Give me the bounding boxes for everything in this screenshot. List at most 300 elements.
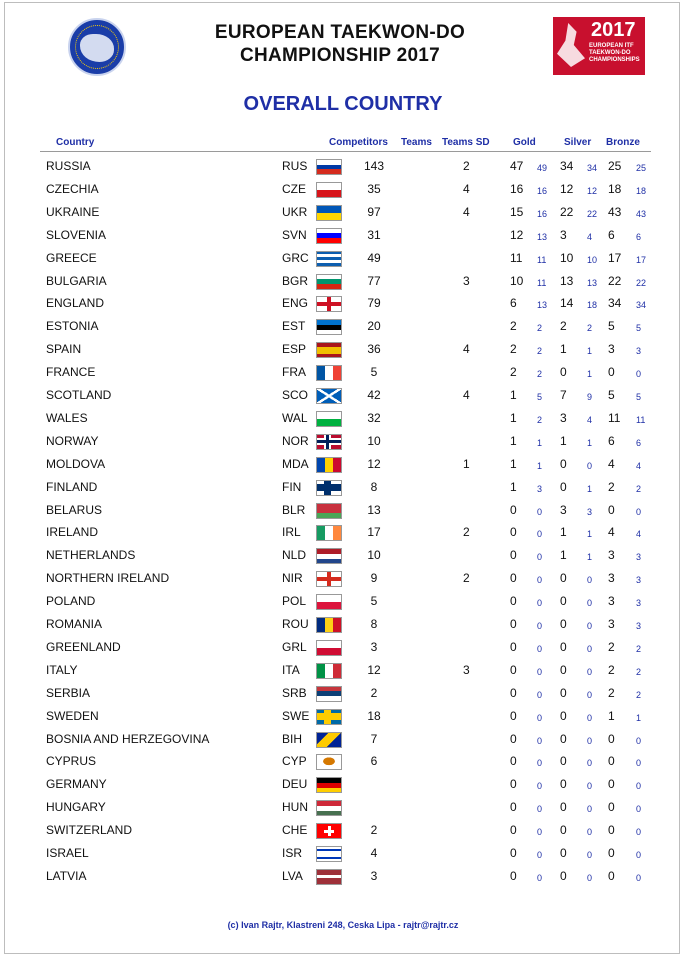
country-name: NETHERLANDS: [46, 548, 136, 563]
flag-icon: [316, 754, 342, 770]
competitors-count: 31: [367, 227, 381, 242]
flag-icon: [316, 457, 342, 473]
silver-count: 1: [560, 342, 567, 357]
silver-count: 2: [560, 319, 567, 334]
bronze-count: 3: [608, 617, 615, 631]
teams-count: 4: [463, 342, 470, 357]
silver-count: 0: [560, 800, 567, 815]
bronze-subtotal: 2: [636, 643, 642, 654]
gold-subtotal: 13: [537, 231, 548, 242]
silver-subtotal: 0: [587, 621, 593, 631]
competitors-count: 2: [370, 685, 378, 700]
competitors-count: 32: [367, 410, 381, 425]
table-row: [0, 247, 686, 270]
gold-count: 0: [510, 800, 517, 815]
silver-subtotal: 0: [587, 643, 593, 654]
bronze-subtotal: 6: [636, 437, 642, 448]
flag-icon: [316, 228, 342, 244]
country-name: WALES: [46, 410, 88, 425]
page-title-line1: EUROPEAN TAEKWON-DO: [214, 22, 466, 43]
table-row: [0, 407, 686, 430]
silver-subtotal: 9: [587, 392, 593, 402]
country-name: ENGLAND: [46, 296, 105, 311]
bronze-subtotal: 17: [636, 254, 647, 265]
country-code: CZE: [282, 181, 306, 196]
bronze-subtotal: 5: [636, 323, 642, 334]
silver-subtotal: 0: [587, 460, 593, 471]
country-code: RUS: [282, 159, 308, 173]
country-code: CHE: [282, 823, 308, 838]
country-name: NORWAY: [46, 433, 99, 448]
country-code: IRL: [282, 525, 301, 540]
table-row: [0, 453, 686, 476]
gold-subtotal: 1: [537, 437, 543, 448]
bronze-count: 43: [608, 204, 622, 219]
country-name: ISRAEL: [46, 846, 89, 860]
table-row: [0, 773, 686, 796]
bronze-count: 0: [608, 731, 615, 746]
teams-count: 2: [463, 525, 470, 540]
gold-count: 0: [510, 548, 517, 563]
silver-subtotal: 18: [587, 300, 598, 311]
bronze-count: 2: [608, 662, 615, 677]
bronze-subtotal: 0: [636, 850, 642, 860]
country-code: SWE: [282, 708, 310, 723]
flag-icon: [316, 709, 342, 725]
competitors-count: 18: [367, 708, 381, 723]
gold-subtotal: 2: [537, 414, 543, 425]
bronze-subtotal: 3: [636, 575, 642, 586]
bronze-subtotal: 18: [636, 185, 647, 196]
gold-subtotal: 0: [537, 735, 543, 746]
competitors-count: 10: [367, 433, 381, 448]
table-row: [0, 476, 686, 499]
country-code: HUN: [282, 800, 308, 815]
gold-subtotal: 2: [537, 346, 543, 357]
country-name: BULGARIA: [46, 273, 107, 288]
bronze-subtotal: 11: [636, 414, 646, 425]
teams-count: 4: [463, 204, 470, 219]
gold-count: 0: [510, 754, 517, 769]
table-row: [0, 567, 686, 590]
flag-icon: [316, 503, 342, 519]
gold-count: 2: [510, 342, 517, 357]
gold-count: 2: [510, 319, 517, 334]
country-code: NOR: [282, 433, 309, 448]
bronze-subtotal: 6: [636, 231, 642, 242]
silver-subtotal: 0: [587, 575, 593, 586]
silver-subtotal: 2: [587, 323, 593, 334]
country-code: ISR: [282, 846, 303, 860]
gold-count: 1: [510, 433, 517, 448]
silver-count: 1: [560, 433, 567, 448]
flag-icon: [316, 548, 342, 564]
table-row: [0, 430, 686, 453]
bronze-subtotal: 0: [636, 506, 642, 517]
gold-subtotal: 0: [537, 781, 543, 792]
flag-icon: [316, 434, 342, 450]
silver-subtotal: 0: [587, 712, 593, 723]
country-name: IRELAND: [46, 525, 99, 540]
silver-subtotal: 12: [587, 185, 598, 196]
silver-count: 13: [560, 273, 574, 288]
competitors-count: 2: [370, 823, 378, 838]
silver-subtotal: 0: [587, 758, 593, 769]
bronze-subtotal: 25: [636, 163, 647, 173]
bronze-subtotal: 3: [636, 346, 642, 357]
country-name: FRANCE: [46, 365, 96, 380]
competitors-count: 8: [370, 617, 378, 631]
silver-subtotal: 0: [587, 781, 593, 792]
silver-count: 3: [560, 410, 567, 425]
bronze-subtotal: 0: [636, 758, 642, 769]
silver-count: 7: [560, 388, 567, 402]
country-code: SVN: [282, 227, 307, 242]
silver-count: 0: [560, 479, 567, 494]
gold-count: 0: [510, 868, 517, 883]
bronze-subtotal: 5: [636, 392, 642, 402]
silver-count: 12: [560, 181, 574, 196]
bronze-subtotal: 4: [636, 460, 642, 471]
silver-subtotal: 0: [587, 735, 593, 746]
bronze-subtotal: 1: [636, 712, 642, 723]
silver-subtotal: 22: [587, 208, 598, 219]
silver-count: 0: [560, 685, 567, 700]
competitors-count: 3: [370, 868, 378, 883]
bronze-count: 22: [608, 273, 622, 288]
table-row: [0, 659, 686, 682]
footer-copyright: (c) Ivan Rajtr, Klastreni 248, Ceska Lipa - rajtr@rajtr.cz: [227, 920, 459, 930]
silver-count: 0: [560, 662, 567, 677]
gold-subtotal: 0: [537, 872, 543, 883]
gold-subtotal: 0: [537, 850, 543, 860]
gold-count: 0: [510, 708, 517, 723]
competitors-count: 9: [370, 571, 378, 586]
bronze-subtotal: 0: [636, 369, 642, 380]
table-row: [0, 842, 686, 865]
teams-count: 2: [463, 159, 470, 173]
bronze-count: 25: [608, 159, 622, 173]
logo-caption: EUROPEAN ITF TAEKWON-DO CHAMPIONSHIPS: [589, 43, 640, 63]
bronze-count: 2: [608, 479, 615, 494]
bronze-subtotal: 0: [636, 735, 642, 746]
silver-subtotal: 1: [587, 483, 593, 494]
table-row: [0, 728, 686, 751]
table-row: [0, 384, 686, 407]
table-row: [0, 201, 686, 224]
gold-count: 0: [510, 685, 517, 700]
silver-subtotal: 0: [587, 872, 593, 883]
bronze-subtotal: 0: [636, 804, 642, 815]
silver-count: 0: [560, 571, 567, 586]
gold-subtotal: 0: [537, 575, 543, 586]
competitors-count: 77: [367, 273, 381, 288]
silver-subtotal: 0: [587, 666, 593, 677]
competitors-count: 7: [370, 731, 378, 746]
bronze-count: 0: [608, 868, 615, 883]
gold-subtotal: 0: [537, 712, 543, 723]
competitors-count: 5: [370, 365, 378, 380]
bronze-subtotal: 3: [636, 552, 642, 563]
bronze-count: 3: [608, 594, 615, 609]
silver-subtotal: 1: [587, 529, 593, 540]
silver-count: 1: [560, 525, 567, 540]
gold-subtotal: 13: [537, 300, 548, 311]
bronze-count: 0: [608, 823, 615, 838]
flag-icon: [316, 205, 342, 221]
silver-count: 0: [560, 754, 567, 769]
competitors-count: 35: [367, 181, 381, 196]
silver-subtotal: 0: [587, 850, 593, 860]
bronze-count: 17: [608, 250, 622, 265]
competitors-count: 13: [367, 502, 381, 517]
country-code: ITA: [282, 662, 300, 677]
country-code: DEU: [282, 777, 308, 792]
bronze-subtotal: 2: [636, 483, 642, 494]
table-row: [0, 338, 686, 361]
gold-subtotal: 2: [537, 323, 543, 334]
flag-icon: [316, 342, 342, 358]
table-row: [0, 361, 686, 384]
gold-count: 1: [510, 456, 517, 471]
silver-subtotal: 3: [587, 506, 593, 517]
flag-icon: [316, 274, 342, 290]
gold-count: 0: [510, 662, 517, 677]
flag-icon: [316, 800, 342, 816]
gold-subtotal: 0: [537, 529, 543, 540]
competitors-count: 6: [370, 754, 378, 769]
silver-subtotal: 0: [587, 598, 593, 609]
country-code: FIN: [282, 479, 302, 494]
gold-subtotal: 2: [537, 369, 543, 380]
gold-subtotal: 0: [537, 689, 543, 700]
country-name: BELARUS: [46, 502, 103, 517]
gold-count: 0: [510, 823, 517, 838]
silver-count: 0: [560, 731, 567, 746]
silver-count: 0: [560, 594, 567, 609]
country-code: BGR: [282, 273, 309, 288]
silver-count: 3: [560, 227, 567, 242]
gold-subtotal: 16: [537, 185, 548, 196]
country-name: NORTHERN IRELAND: [46, 571, 170, 586]
silver-count: 0: [560, 846, 567, 860]
table-row: [0, 178, 686, 201]
header-divider: [40, 151, 651, 152]
gold-count: 0: [510, 846, 517, 860]
silver-subtotal: 0: [587, 827, 593, 838]
table-row: [0, 292, 686, 315]
competitors-count: 5: [370, 594, 378, 609]
bird-icon: [557, 23, 585, 67]
country-name: POLAND: [46, 594, 96, 609]
col-header-gold: Gold: [513, 137, 536, 148]
flag-icon: [316, 663, 342, 679]
flag-icon: [316, 251, 342, 267]
country-name: ROMANIA: [46, 617, 103, 631]
bronze-count: 18: [608, 181, 622, 196]
table-row: [0, 819, 686, 842]
country-code: FRA: [282, 365, 306, 380]
competitors-count: 42: [367, 388, 381, 402]
table-row: [0, 499, 686, 522]
table-row: [0, 636, 686, 659]
country-code: ROU: [282, 617, 309, 631]
bronze-count: 3: [608, 342, 615, 357]
gold-subtotal: 0: [537, 666, 543, 677]
competitors-count: 12: [367, 456, 381, 471]
country-name: HUNGARY: [46, 800, 106, 815]
flag-icon: [316, 480, 342, 496]
competitors-count: 4: [370, 846, 378, 860]
country-code: NIR: [282, 571, 303, 586]
table-row: [0, 750, 686, 773]
flag-icon: [316, 525, 342, 541]
flag-icon: [316, 846, 342, 862]
table-row: [0, 270, 686, 293]
bronze-subtotal: 4: [636, 529, 642, 540]
table-row: [0, 590, 686, 613]
gold-count: 16: [510, 181, 524, 196]
country-code: POL: [282, 594, 307, 609]
silver-count: 0: [560, 823, 567, 838]
table-row: [0, 521, 686, 544]
competitors-count: 97: [367, 204, 381, 219]
col-header-competitors: Competitors: [329, 137, 388, 148]
gold-subtotal: 0: [537, 804, 543, 815]
table-row: [0, 865, 686, 888]
flag-icon: [316, 732, 342, 748]
country-code: BLR: [282, 502, 306, 517]
gold-count: 10: [510, 273, 524, 288]
bronze-count: 0: [608, 800, 615, 815]
gold-count: 0: [510, 571, 517, 586]
country-name: SWITZERLAND: [46, 823, 133, 838]
country-name: ESTONIA: [46, 319, 99, 334]
silver-count: 0: [560, 639, 567, 654]
gold-count: 0: [510, 617, 517, 631]
flag-icon: [316, 823, 342, 839]
country-code: BIH: [282, 731, 303, 746]
table-row: [0, 315, 686, 338]
table-row: [0, 796, 686, 819]
col-header-teams: Teams: [401, 137, 432, 148]
country-name: GERMANY: [46, 777, 107, 792]
flag-icon: [316, 571, 342, 587]
silver-count: 14: [560, 296, 574, 311]
bronze-subtotal: 2: [636, 666, 642, 677]
bronze-count: 2: [608, 639, 615, 654]
competitors-count: 49: [367, 250, 381, 265]
country-name: SCOTLAND: [46, 388, 112, 402]
country-code: UKR: [282, 204, 308, 219]
country-name: CYPRUS: [46, 754, 97, 769]
flag-icon: [316, 686, 342, 702]
bronze-count: 0: [608, 777, 615, 792]
gold-count: 1: [510, 388, 517, 402]
bronze-subtotal: 3: [636, 598, 642, 609]
competitors-count: 3: [370, 639, 378, 654]
silver-count: 10: [560, 250, 574, 265]
silver-count: 22: [560, 204, 574, 219]
country-name: UKRAINE: [46, 204, 100, 219]
teams-count: 3: [463, 662, 470, 677]
logo-ring: [75, 25, 119, 69]
bronze-count: 5: [608, 388, 615, 402]
teams-count: 2: [463, 571, 470, 586]
table-row: [0, 682, 686, 705]
federation-logo: [68, 18, 126, 76]
silver-count: 0: [560, 868, 567, 883]
championship-logo: [553, 17, 645, 75]
teams-count: 1: [463, 456, 470, 471]
silver-count: 0: [560, 365, 567, 380]
country-code: EST: [282, 319, 306, 334]
country-name: SERBIA: [46, 685, 91, 700]
silver-count: 0: [560, 777, 567, 792]
bronze-count: 4: [608, 456, 615, 471]
table-row: [0, 155, 686, 178]
teams-count: 4: [463, 388, 470, 402]
gold-subtotal: 1: [537, 460, 543, 471]
gold-subtotal: 49: [537, 163, 548, 173]
bronze-subtotal: 22: [636, 277, 647, 288]
gold-count: 0: [510, 502, 517, 517]
gold-subtotal: 3: [537, 483, 543, 494]
gold-count: 0: [510, 777, 517, 792]
gold-subtotal: 0: [537, 758, 543, 769]
bronze-count: 2: [608, 685, 615, 700]
country-name: BOSNIA AND HERZEGOVINA: [46, 731, 210, 746]
gold-count: 0: [510, 594, 517, 609]
gold-subtotal: 0: [537, 598, 543, 609]
gold-subtotal: 5: [537, 392, 543, 402]
competitors-count: 20: [367, 319, 381, 334]
country-code: ESP: [282, 342, 307, 357]
country-code: CYP: [282, 754, 307, 769]
country-name: GREENLAND: [46, 639, 121, 654]
country-name: CZECHIA: [46, 181, 99, 196]
table-row: [0, 544, 686, 567]
country-name: LATVIA: [46, 868, 87, 883]
country-name: SPAIN: [46, 342, 82, 357]
col-header-silver: Silver: [564, 137, 592, 148]
gold-count: 1: [510, 479, 517, 494]
table-row: [0, 224, 686, 247]
gold-count: 0: [510, 525, 517, 540]
flag-icon: [316, 594, 342, 610]
gold-count: 6: [510, 296, 517, 311]
bronze-count: 3: [608, 548, 615, 563]
page-title-line2: CHAMPIONSHIP 2017: [239, 45, 441, 66]
flag-icon: [316, 869, 342, 885]
bronze-count: 0: [608, 365, 615, 380]
table-row: [0, 613, 686, 636]
country-code: SCO: [282, 388, 309, 402]
bronze-count: 6: [608, 227, 615, 242]
silver-subtotal: 4: [587, 414, 593, 425]
silver-subtotal: 1: [587, 552, 593, 563]
gold-count: 0: [510, 639, 517, 654]
bronze-count: 5: [608, 319, 615, 334]
silver-count: 0: [560, 708, 567, 723]
country-name: SWEDEN: [46, 708, 99, 723]
bronze-count: 1: [608, 708, 615, 723]
gold-count: 0: [510, 731, 517, 746]
bronze-count: 11: [608, 410, 621, 425]
silver-subtotal: 1: [587, 346, 593, 357]
bronze-count: 0: [608, 502, 615, 517]
flag-icon: [316, 159, 342, 175]
